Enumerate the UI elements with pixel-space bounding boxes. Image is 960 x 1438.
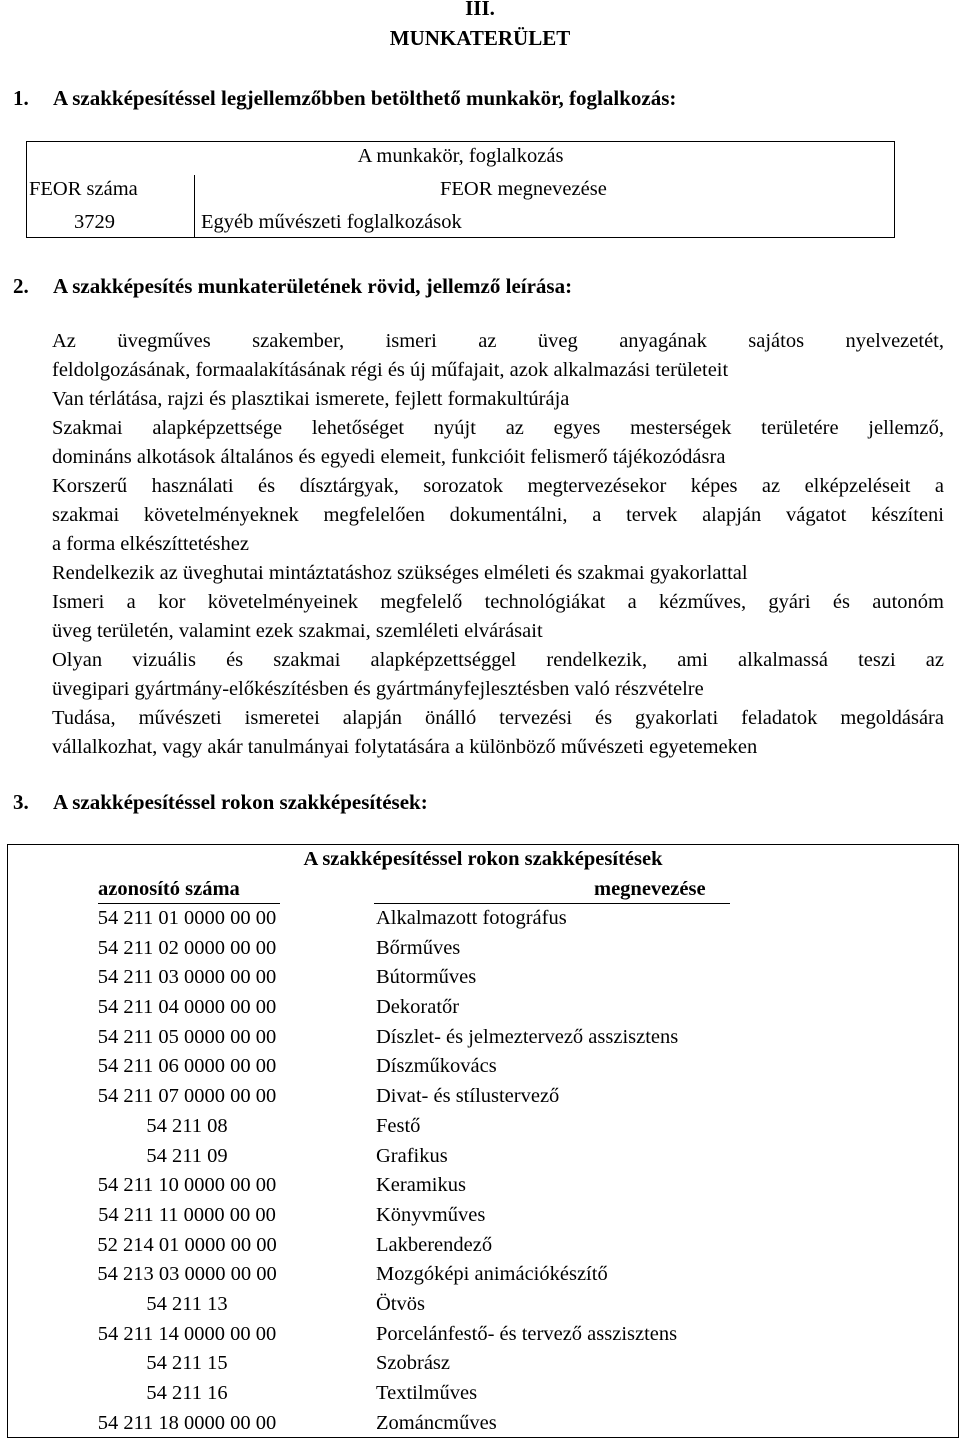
description-line: Van térlátása, rajzi és plasztikai ismerete, fejlett formakultúrája	[52, 388, 570, 410]
qualification-id: 54 211 09	[146, 1144, 228, 1167]
description-line: a forma elkészíttetéshez	[52, 533, 249, 555]
qualification-id: 54 211 18 0000 00 00	[97, 1411, 277, 1434]
qualification-id: 54 211 15	[146, 1352, 228, 1375]
related-col-name-header: megnevezése	[594, 878, 706, 900]
table-row	[8, 1349, 958, 1379]
qualification-id: 54 211 10 0000 00 00	[97, 1174, 277, 1197]
section-2-number: 2.	[13, 274, 29, 298]
qualification-id: 54 211 14 0000 00 00	[97, 1322, 277, 1345]
qualification-id: 54 211 02 0000 00 00	[97, 936, 277, 959]
qualification-name: Porcelánfestő- és tervező asszisztens	[376, 1322, 678, 1345]
section-3-title: A szakképesítéssel rokon szakképesítések:	[53, 790, 428, 814]
related-qualifications-table	[7, 844, 959, 1438]
table-row	[8, 1320, 958, 1350]
qualification-name: Bőrműves	[376, 936, 461, 959]
feor-col-name-header: FEOR megnevezése	[440, 178, 607, 200]
description-line: Olyan vizuális és szakmai alapképzettséggel rendelkezik, ami alkalmassá teszi az	[52, 649, 944, 671]
section-2-description	[52, 327, 944, 762]
related-table-body	[8, 904, 958, 1438]
qualification-name: Alkalmazott fotográfus	[376, 907, 567, 929]
qualification-id: 54 211 11 0000 00 00	[98, 1203, 276, 1226]
qualification-id: 54 211 03 0000 00 00	[97, 966, 277, 989]
description-line: Az üvegműves szakember, ismeri az üveg anyagának sajátos nyelvezetét,	[52, 330, 944, 352]
qualification-id: 54 211 08	[146, 1114, 228, 1137]
description-line: feldolgozásának, formaalakításának régi és új műfajait, azok alkalmazási területeit	[52, 359, 729, 381]
document-part-title: MUNKATERÜLET	[389, 26, 571, 50]
feor-table-divider	[194, 175, 195, 237]
qualification-name: Szobrász	[376, 1352, 451, 1375]
feor-row-code: 3729	[74, 211, 115, 233]
feor-table	[26, 141, 895, 238]
section-1-title: A szakképesítéssel legjellemzőbben betölthető munkakör, foglalkozás:	[53, 86, 677, 110]
section-2-heading	[13, 274, 572, 298]
section-3-heading	[13, 790, 428, 814]
table-row	[8, 963, 958, 993]
section-1-number: 1.	[13, 86, 29, 110]
table-row	[8, 993, 958, 1023]
description-line: Ismeri a kor követelményeinek megfelelő technológiákat a kézműves, gyári és autonóm	[52, 591, 944, 613]
section-3-number: 3.	[13, 790, 29, 814]
qualification-name: Textilműves	[376, 1382, 478, 1404]
qualification-name: Divat- és stílustervező	[376, 1085, 560, 1108]
table-row	[8, 1290, 958, 1320]
qualification-id: 54 213 03 0000 00 00	[97, 1263, 277, 1286]
qualification-id: 52 214 01 0000 00 00	[97, 1233, 277, 1256]
table-row	[8, 1052, 958, 1082]
qualification-id: 54 211 04 0000 00 00	[97, 996, 277, 1019]
qualification-id: 54 211 01 0000 00 00	[97, 907, 277, 929]
qualification-name: Grafikus	[376, 1144, 448, 1167]
qualification-name: Lakberendező	[376, 1233, 493, 1256]
table-row	[8, 1023, 958, 1053]
qualification-id: 54 211 05 0000 00 00	[97, 1025, 277, 1048]
description-line: domináns alkotások általános és egyedi elemeit, funkcióit felismerő tájékozódásra	[52, 446, 726, 468]
qualification-id: 54 211 16	[146, 1382, 228, 1404]
qualification-name: Festő	[376, 1114, 421, 1137]
table-row	[8, 1171, 958, 1201]
description-line: üveg területén, valamint ezek szakmai, szemléleti elvárásait	[52, 620, 543, 642]
qualification-name: Ötvös	[376, 1292, 425, 1315]
feor-row-name: Egyéb művészeti foglalkozások	[201, 211, 462, 233]
table-row	[8, 1142, 958, 1172]
qualification-name: Díszműkovács	[376, 1055, 497, 1078]
qualification-name: Dekoratőr	[376, 996, 460, 1019]
table-row	[8, 1112, 958, 1142]
description-line: üvegipari gyártmány-előkészítésben és gyártmányfejlesztésben való részvételre	[52, 678, 704, 700]
table-row	[8, 904, 958, 934]
feor-col-code-header: FEOR száma	[29, 178, 138, 200]
table-row	[8, 1082, 958, 1112]
description-line: Rendelkezik az üveghutai mintáztatáshoz szükséges elméleti és szakmai gyakorlattal	[52, 562, 748, 584]
description-line: szakmai követelményeknek megfelelően dokumentálni, a tervek alapján vágatot készíteni	[52, 504, 944, 526]
table-row	[8, 1201, 958, 1231]
related-table-caption: A szakképesítéssel rokon szakképesítések	[303, 848, 663, 870]
description-line: Tudása, művészeti ismeretei alapján önálló tervezési és gyakorlati feladatok megoldására	[52, 707, 944, 729]
section-2-title: A szakképesítés munkaterületének rövid, jellemző leírása:	[53, 274, 573, 298]
feor-table-caption: A munkakör, foglalkozás	[357, 145, 564, 167]
qualification-id: 54 211 13	[146, 1292, 228, 1315]
description-line: vállalkozhat, vagy akár tanulmányai folytatására a különböző művészeti egyetemeken	[52, 736, 758, 758]
qualification-id: 54 211 06 0000 00 00	[97, 1055, 277, 1078]
table-row	[8, 1379, 958, 1409]
related-col-id-header: azonosító száma	[98, 878, 240, 900]
section-1-heading	[13, 86, 676, 110]
qualification-name: Díszlet- és jelmeztervező asszisztens	[376, 1025, 679, 1048]
table-row	[8, 1260, 958, 1290]
table-row	[8, 934, 958, 964]
qualification-name: Zománcműves	[376, 1411, 497, 1434]
qualification-name: Keramikus	[376, 1174, 466, 1197]
description-line: Szakmai alapképzettsége lehetőséget nyújt az egyes mesterségek területére jellemző,	[52, 417, 944, 439]
qualification-name: Bútorműves	[376, 966, 477, 989]
qualification-name: Mozgóképi animációkészítő	[376, 1263, 608, 1286]
table-row	[8, 1409, 958, 1438]
qualification-id: 54 211 07 0000 00 00	[97, 1085, 277, 1108]
qualification-name: Könyvműves	[376, 1203, 486, 1226]
document-part-number: III.	[465, 0, 495, 20]
description-line: Korszerű használati és dísztárgyak, sorozatok megtervezésekor képes az elképzeléseit a	[52, 475, 944, 497]
table-row	[8, 1231, 958, 1261]
